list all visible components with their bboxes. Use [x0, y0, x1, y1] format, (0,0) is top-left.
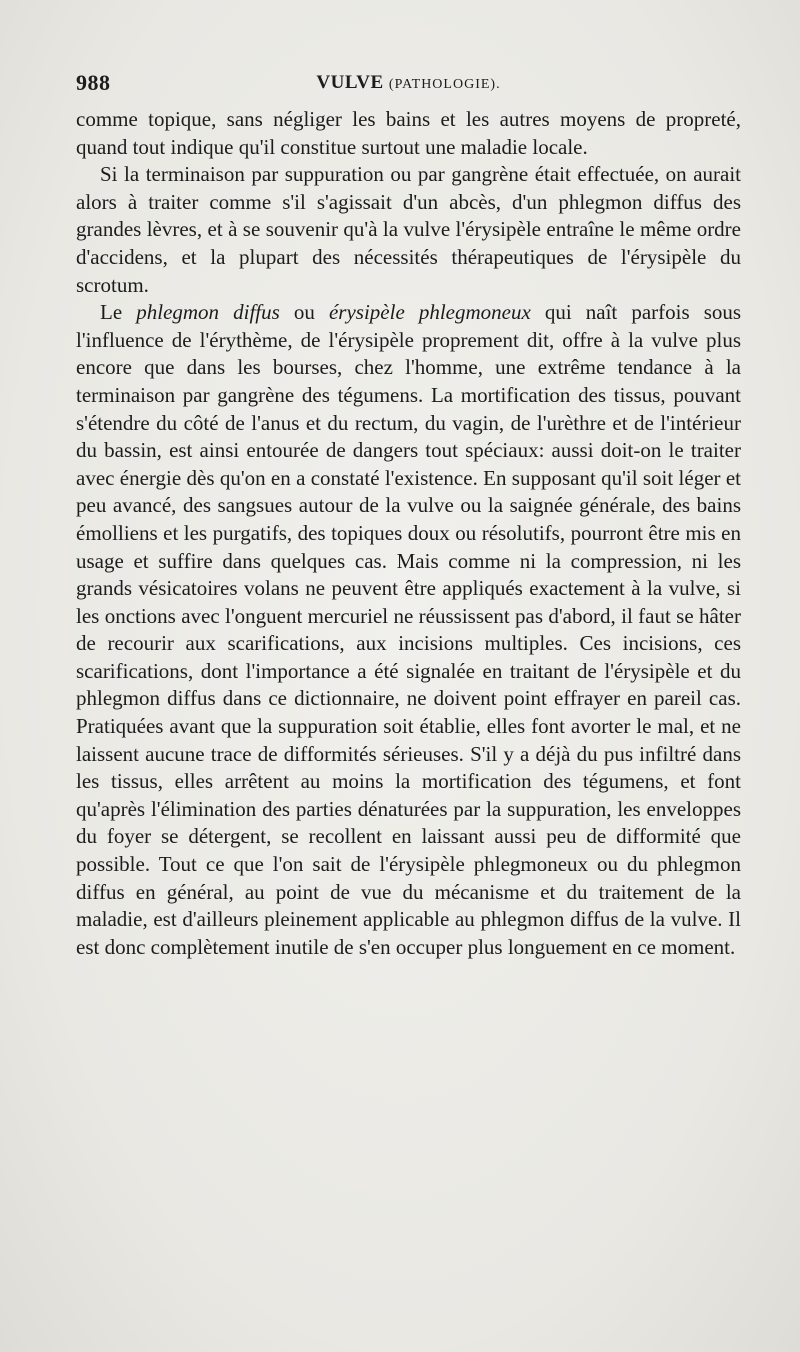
term-phlegmon-diffus: phlegmon diffus: [136, 300, 280, 325]
running-head-title: VULVE: [316, 72, 384, 93]
term-erysipele-phlegmoneux: érysipèle phlegmoneux: [328, 300, 531, 325]
running-head: [76, 72, 741, 94]
page-header: [76, 70, 741, 102]
paragraph-connector: ou: [293, 300, 315, 325]
paragraph-lead: Le: [100, 300, 123, 325]
paragraph-body: qui naît parfois sous l'influence de l'érythème, de l'érysipèle proprement dit, offre à la vulve plus encore que dans les bourses, chez l'homme, une extrême tendance à la terminaison par gangrène des tégumens. La mortification des tissus, pouvant s'étendre du côté de l'anus et du rectum, du vagin, de l'urèthre et de l'intérieur du bassin, est ainsi entourée de dangers tout spéciaux: aussi doit-on le traiter avec énergie dès qu'on en a constaté l'existence. En supposant qu'il soit léger et peu avancé, des sangsues autour de la vulve ou la saignée générale, des bains émolliens et les purgatifs, des topiques doux ou résolutifs, pourront être mis en usage et suffire dans quelques cas. Mais comme ni la compression, ni les grands vésicatoires volans ne peuvent être appliqués exactement à la vulve, si les onctions avec l'onguent mercuriel ne réussissent pas d'abord, il faut se hâter de recourir aux scarifications, aux incisions multiples. Ces incisions, ces scarifications, dont l'importance a été signalée en traitant de l'érysipèle et du phlegmon diffus dans ce dictionnaire, ne doivent point effrayer en pareil cas. Pratiquées avant que la suppuration soit établie, elles font avorter le mal, et ne laissent aucune trace de difformités sérieuses. S'il y a déjà du pus infiltré dans les tissus, elles arrêtent au moins la mortification des tégumens, et font qu'après l'élimination des parties dénaturées par la suppuration, les enveloppes du foyer se détergent, se recollent en laissant aussi peu de difformité que possible. Tout ce que l'on sait de l'érysipèle phlegmoneux ou du phlegmon diffus en général, au point de vue du mécanisme et du traitement de la maladie, est d'ailleurs pleinement applicable au phlegmon diffus de la vulve. Il est donc complètement inutile de s'en occuper plus longuement en ce moment.: [76, 300, 742, 959]
paragraph-continuation: comme topique, sans négliger les bains et les autres moyens de propreté, quand tout indique qu'il constitue surtout une maladie locale.: [76, 107, 741, 159]
paragraph-phlegmon-diffus: [76, 299, 741, 961]
page-number: 988: [76, 70, 111, 95]
body-text: [76, 106, 741, 961]
paragraph-termination: Si la terminaison par suppuration ou par gangrène était effectuée, on aurait alors à traiter comme s'il s'agissait d'un abcès, d'un phlegmon diffus des grandes lèvres, et à se souvenir qu'à la vulve l'érysipèle entraîne le même ordre d'accidens, et la plupart des nécessités thérapeutiques de l'érysipèle du scrotum.: [76, 162, 741, 297]
running-head-subtitle: (PATHOLOGIE).: [388, 77, 501, 92]
